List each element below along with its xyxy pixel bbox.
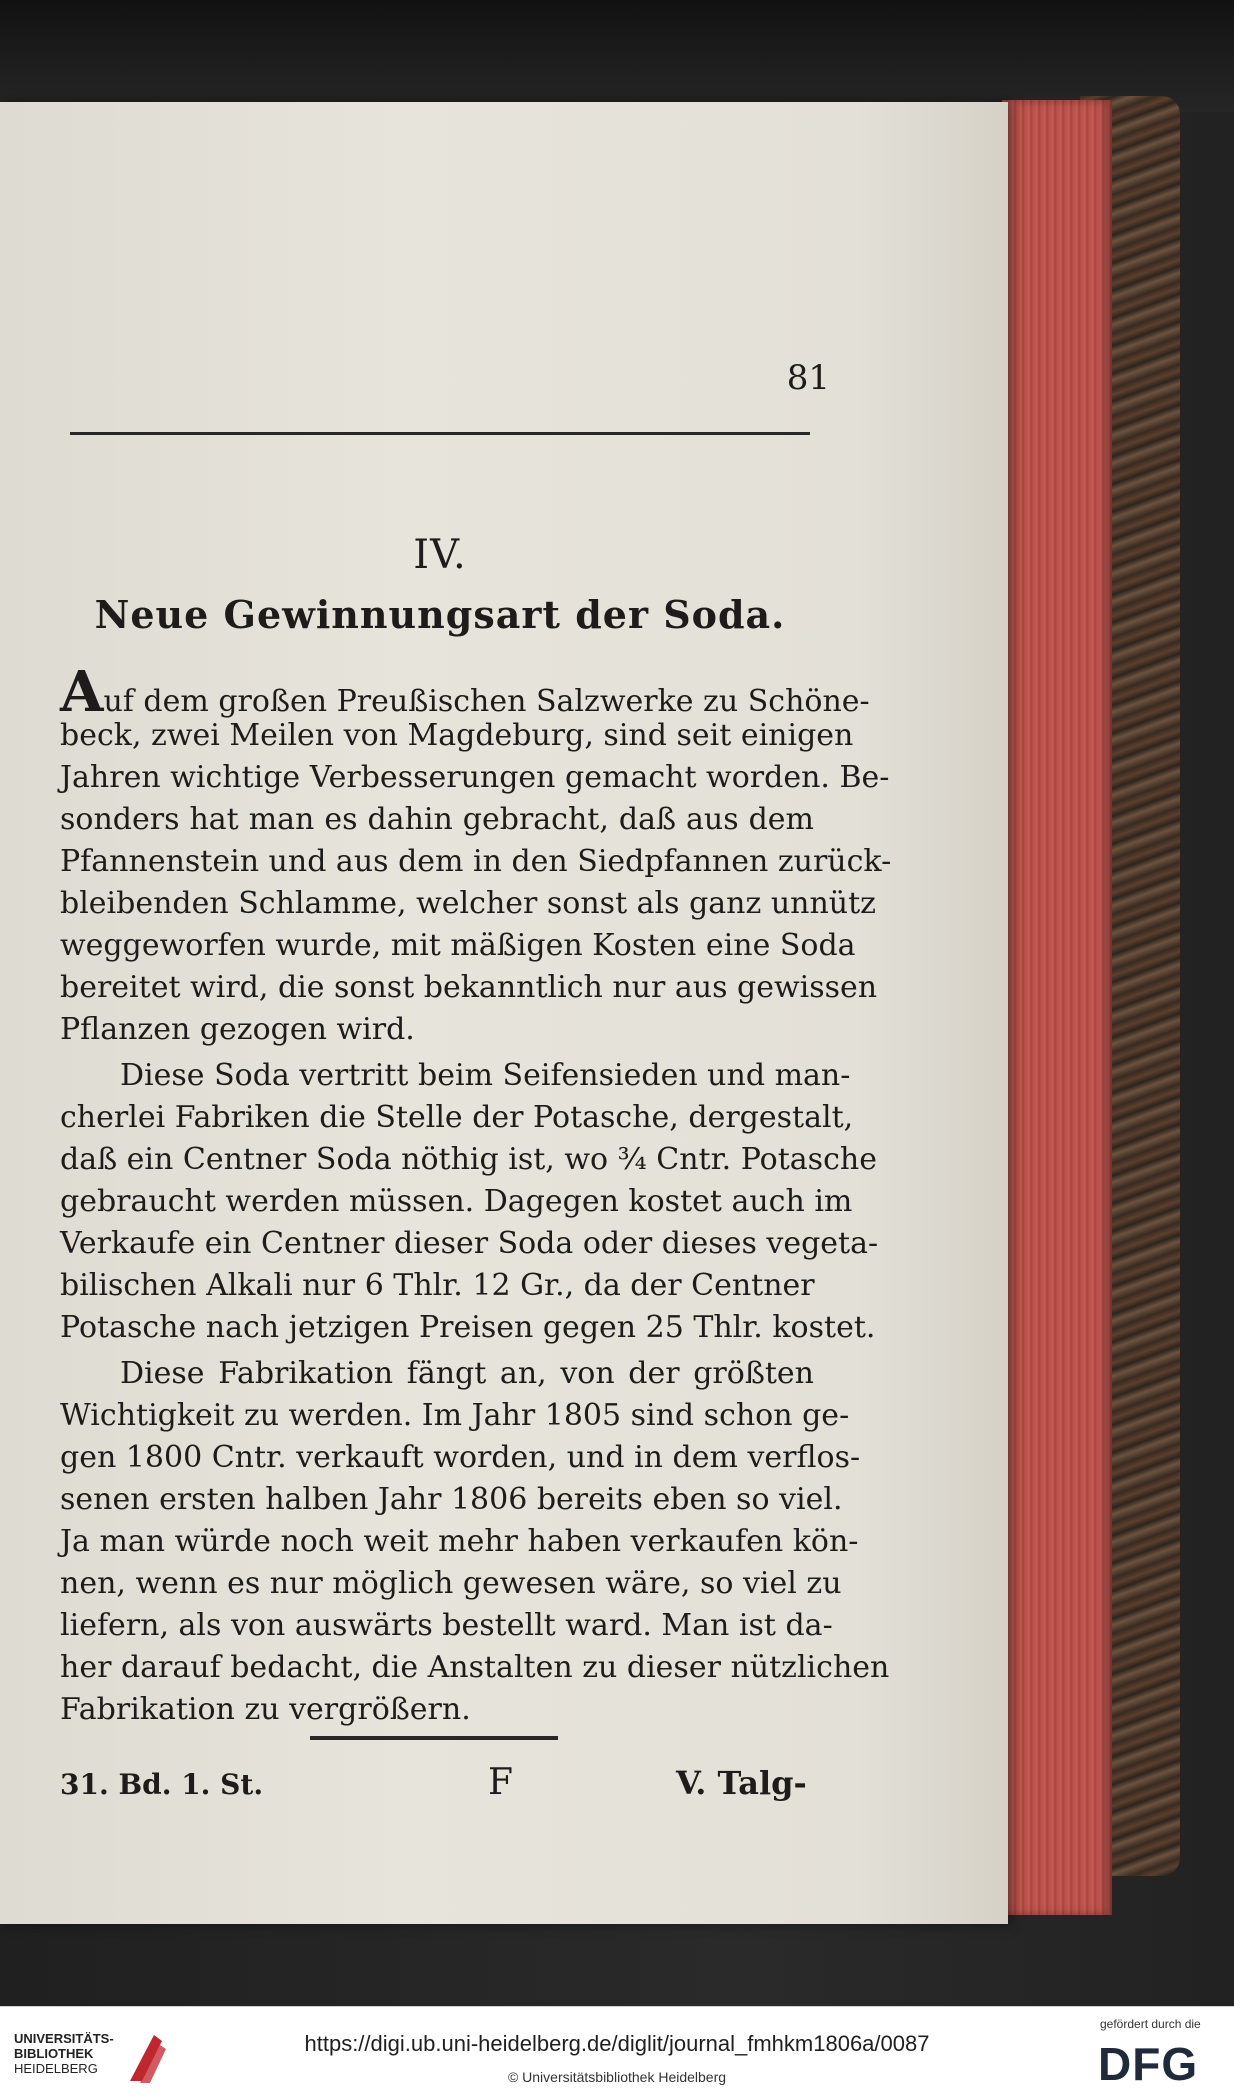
text-line: bleibenden Schlamme, welcher sonst als ganz unnütz (60, 886, 876, 921)
copyright-notice: © Universitätsbibliothek Heidelberg (507, 2069, 727, 2085)
book-cover-top (0, 0, 1234, 112)
footer-rule (310, 1736, 558, 1740)
dfg-logo[interactable]: DFG (1098, 2038, 1199, 2090)
text-line: beck, zwei Meilen von Magdeburg, sind seit einigen (60, 718, 854, 753)
library-logo[interactable]: UNIVERSITÄTS- BIBLIOTHEK HEIDELBERG (14, 2031, 114, 2076)
text-line: gen 1800 Cntr. verkauft worden, und in dem verflos- (60, 1440, 861, 1475)
text-line: liefern, als von auswärts bestellt ward. Man ist da- (60, 1608, 833, 1643)
footer-signature: 31. Bd. 1. St. (60, 1768, 264, 1801)
text-line: Auf dem großen Preußischen Salzwerke zu Schöne- (60, 659, 870, 725)
text-line: weggeworfen wurde, mit mäßigen Kosten eine Soda (60, 928, 856, 963)
text-line: daß ein Centner Soda nöthig ist, wo ¾ Cntr. Potasche (60, 1142, 877, 1177)
funding-label: gefördert durch die (1100, 2017, 1201, 2031)
text-line: her darauf bedacht, die Anstalten zu dieser nützlichen (60, 1650, 890, 1685)
catchword: V. Talg- (676, 1764, 807, 1802)
text-line: senen ersten halben Jahr 1806 bereits eben so viel. (60, 1482, 843, 1517)
text-line: Diese Soda vertritt beim Seifensieden und man- (120, 1058, 851, 1093)
drop-cap: A (60, 659, 104, 725)
text-line: Jahren wichtige Verbesserungen gemacht worden. Be- (60, 760, 890, 795)
header-rule (70, 432, 810, 435)
book-page (0, 102, 1008, 1924)
text-line: sonders hat man es dahin gebracht, daß aus dem (60, 802, 814, 837)
chapter-title: Neue Gewinnungsart der Soda. (94, 592, 786, 637)
footer-mark: F (488, 1762, 513, 1803)
page-edge-red (1002, 100, 1112, 1915)
text-line: bilischen Alkali nur 6 Thlr. 12 Gr., da der Centner (60, 1268, 815, 1303)
text-line: cherlei Fabriken die Stelle der Potasche, dergestalt, (60, 1100, 854, 1135)
text-line: Diese Fabrikation fängt an, von der größten (120, 1356, 814, 1391)
text-line: bereitet wird, die sonst bekanntlich nur aus gewissen (60, 970, 878, 1005)
text-line: nen, wenn es nur möglich gewesen wäre, so viel zu (60, 1566, 842, 1601)
chapter-number: IV. (413, 532, 467, 578)
text-line: gebraucht werden müssen. Dagegen kostet auch im (60, 1184, 853, 1219)
text-line: Wichtigkeit zu werden. Im Jahr 1805 sind schon ge- (60, 1398, 850, 1433)
viewer-footer (0, 2006, 1234, 2098)
text-line: Potasche nach jetzigen Preisen gegen 25 Thlr. kostet. (60, 1310, 876, 1345)
text-line: Pfannenstein und aus dem in den Siedpfannen zurück- (60, 844, 892, 879)
page-number: 81 (786, 358, 830, 398)
text-line: Ja man würde noch weit mehr haben verkaufen kön- (60, 1524, 859, 1559)
text-line: Pflanzen gezogen wird. (60, 1012, 415, 1047)
text-line: Fabrikation zu vergrößern. (60, 1692, 471, 1727)
text-line: Verkaufe ein Centner dieser Soda oder dieses vegeta- (60, 1226, 879, 1261)
page-url-link[interactable]: https://digi.ub.uni-heidelberg.de/diglit/journal_fmhkm1806a/0087 (304, 2031, 930, 2056)
